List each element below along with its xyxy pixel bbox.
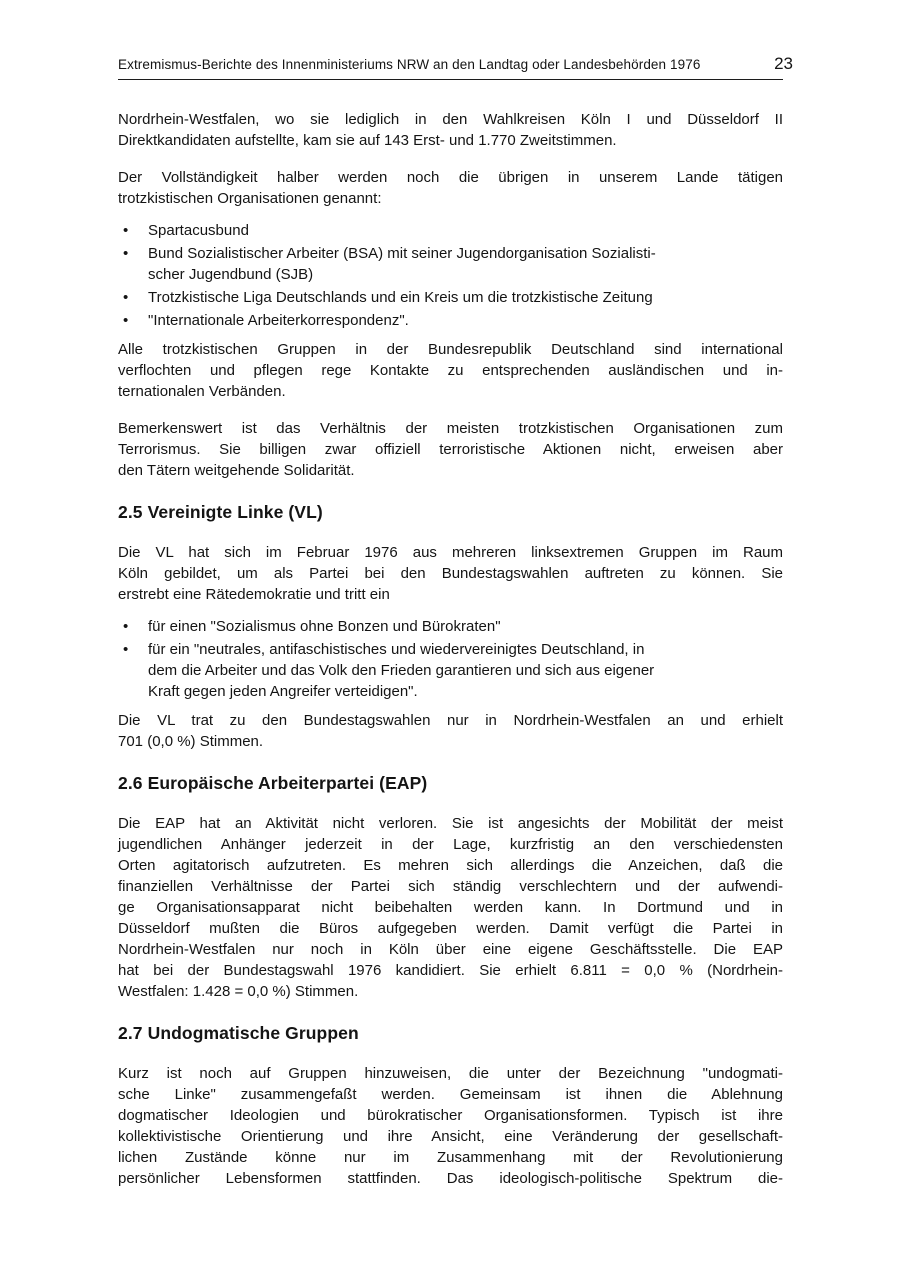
bullet-icon: • xyxy=(123,618,129,635)
text-line: dem die Arbeiter und das Volk den Frieden garantieren und sich aus eigener xyxy=(148,662,655,679)
bullet-icon: • xyxy=(123,641,129,658)
paragraph xyxy=(118,339,783,402)
bullet-text xyxy=(148,220,783,241)
text-line: dogmatischer Ideologien und bürokratischer Organisationsformen. Typisch ist ihre xyxy=(118,1107,783,1124)
text-line: Kurz ist noch auf Gruppen hinzuweisen, die unter der Bezeichnung "undogmati- xyxy=(118,1065,783,1082)
text-line: jugendlichen Anhänger jederzeit in der Lage, kurzfristig an den verschiedensten xyxy=(118,836,783,853)
bullet-item xyxy=(118,639,783,702)
text-line: ternationalen Verbänden. xyxy=(118,383,286,400)
text-line: finanziellen Verhältnisse der Partei sich ständig verschlechtern und der aufwendi- xyxy=(118,878,783,895)
text-line: Die EAP hat an Aktivität nicht verloren. Sie ist angesichts der Mobilität der meist xyxy=(118,815,783,832)
text-line: persönlicher Lebensformen stattfinden. Das ideologisch-politische Spektrum die- xyxy=(118,1170,783,1187)
text-line: 701 (0,0 %) Stimmen. xyxy=(118,733,264,750)
text-line: Der Vollständigkeit halber werden noch die übrigen in unserem Lande tätigen xyxy=(118,169,783,186)
text-line: Direktkandidaten aufstellte, kam sie auf 143 Erst- und 1.770 Zweitstimmen. xyxy=(118,132,617,149)
text-line: Die VL hat sich im Februar 1976 aus mehreren linksextremen Gruppen im Raum xyxy=(118,544,783,561)
bullet-text xyxy=(148,243,783,285)
document-body xyxy=(118,80,783,1189)
text-line: Bund Sozialistischer Arbeiter (BSA) mit seiner Jugendorganisation Sozialisti- xyxy=(148,245,656,262)
text-line: Trotzkistische Liga Deutschlands und ein Kreis um die trotzkistische Zeitung xyxy=(148,289,653,306)
text-line: Terrorismus. Sie billigen zwar offiziell terroristische Aktionen nicht, erweisen aber xyxy=(118,441,783,458)
bullet-text xyxy=(148,287,783,308)
text-line: Spartacusbund xyxy=(148,222,249,239)
text-line: für einen "Sozialismus ohne Bonzen und Bürokraten" xyxy=(148,618,501,635)
bullet-item xyxy=(118,220,783,241)
section-heading: 2.6 Europäische Arbeiterpartei (EAP) xyxy=(118,773,428,793)
paragraph xyxy=(118,1063,783,1189)
bullet-item xyxy=(118,310,783,331)
bullet-list xyxy=(118,220,783,331)
paragraph xyxy=(118,109,783,151)
text-line: scher Jugendbund (SJB) xyxy=(148,266,314,283)
bullet-item xyxy=(118,287,783,308)
bullet-icon: • xyxy=(123,245,129,262)
text-line: Die VL trat zu den Bundestagswahlen nur in Nordrhein-Westfalen an und erhielt xyxy=(118,712,783,729)
page-header xyxy=(118,54,793,74)
text-line: trotzkistischen Organisationen genannt: xyxy=(118,190,382,207)
text-line: verflochten und pflegen rege Kontakte zu entsprechenden ausländischen und in- xyxy=(118,362,783,379)
paragraph xyxy=(118,167,783,209)
text-line: Nordrhein-Westfalen nur noch in Köln über eine eigene Geschäftsstelle. Die EAP xyxy=(118,941,783,958)
text-line: Bemerkenswert ist das Verhältnis der meisten trotzkistischen Organisationen zum xyxy=(118,420,783,437)
text-line: für ein "neutrales, antifaschistisches und wiedervereinigtes Deutschland, in xyxy=(148,641,645,658)
text-line: erstrebt eine Rätedemokratie und tritt ein xyxy=(118,586,390,603)
paragraph xyxy=(118,542,783,605)
text-line: sche Linke" zusammengefaßt werden. Gemeinsam ist ihnen die Ablehnung xyxy=(118,1086,783,1103)
text-line: den Tätern weitgehende Solidarität. xyxy=(118,462,355,479)
bullet-icon: • xyxy=(123,312,129,329)
bullet-text xyxy=(148,616,783,637)
section-heading: 2.7 Undogmatische Gruppen xyxy=(118,1023,359,1043)
text-line: Köln gebildet, um als Partei bei den Bundestagswahlen auftreten zu können. Sie xyxy=(118,565,783,582)
text-line: Alle trotzkistischen Gruppen in der Bundesrepublik Deutschland sind international xyxy=(118,341,783,358)
paragraph xyxy=(118,813,783,1002)
bullet-icon: • xyxy=(123,289,129,306)
running-header-title: Extremismus-Berichte des Innenministeriums NRW an den Landtag oder Landesbehörden 1976 xyxy=(118,57,701,72)
paragraph xyxy=(118,710,783,752)
paragraph xyxy=(118,418,783,481)
bullet-item xyxy=(118,616,783,637)
section-heading: 2.5 Vereinigte Linke (VL) xyxy=(118,502,323,522)
text-line: ge Organisationsapparat nicht beibehalten werden kann. In Dortmund und in xyxy=(118,899,783,916)
bullet-item xyxy=(118,243,783,285)
text-line: kollektivistische Orientierung und ihre Ansicht, eine Veränderung der gesellschaft- xyxy=(118,1128,783,1145)
bullet-list xyxy=(118,616,783,702)
text-line: "Internationale Arbeiterkorrespondenz". xyxy=(148,312,409,329)
bullet-text xyxy=(148,310,783,331)
bullet-text xyxy=(148,639,783,702)
text-line: lichen Zustände könne nur im Zusammenhang mit der Revolutionierung xyxy=(118,1149,783,1166)
text-line: hat bei der Bundestagswahl 1976 kandidiert. Sie erhielt 6.811 = 0,0 % (Nordrhein- xyxy=(118,962,783,979)
text-line: Nordrhein-Westfalen, wo sie lediglich in den Wahlkreisen Köln I und Düsseldorf II xyxy=(118,111,783,128)
text-line: Orten agitatorisch aufzutreten. Es mehren sich allerdings die Anzeichen, daß die xyxy=(118,857,783,874)
text-line: Westfalen: 1.428 = 0,0 %) Stimmen. xyxy=(118,983,359,1000)
text-line: Düsseldorf mußten die Büros aufgegeben werden. Damit verfügt die Partei in xyxy=(118,920,783,937)
page-number: 23 xyxy=(774,54,793,73)
bullet-icon: • xyxy=(123,222,129,239)
text-line: Kraft gegen jeden Angreifer verteidigen". xyxy=(148,683,418,700)
